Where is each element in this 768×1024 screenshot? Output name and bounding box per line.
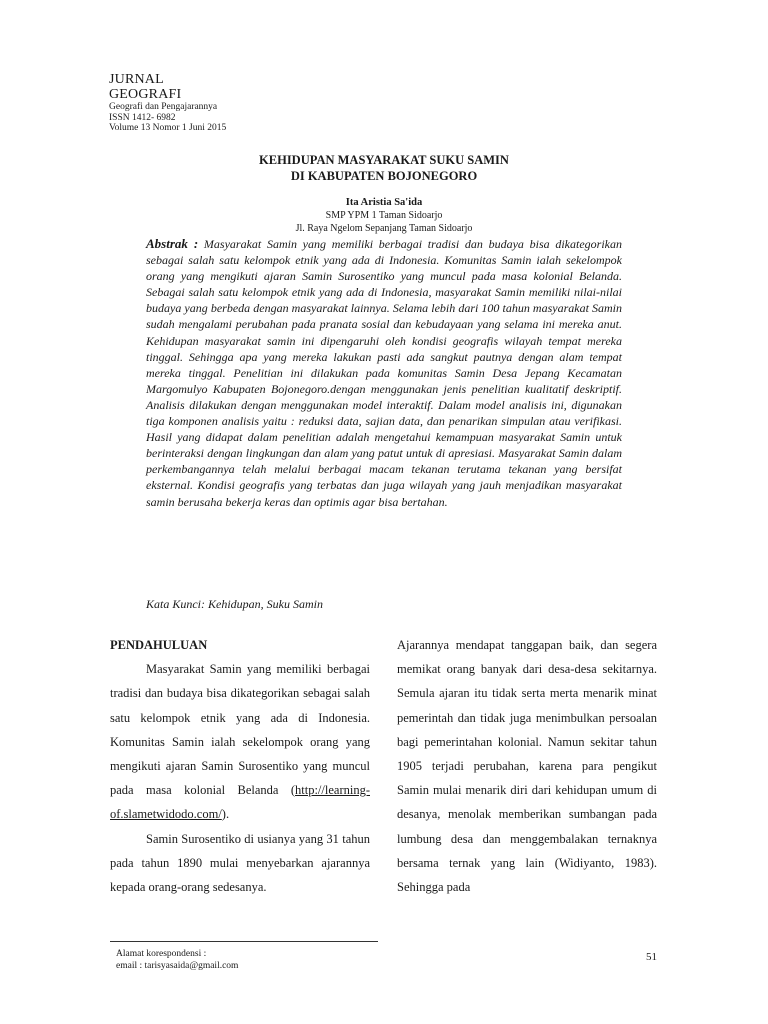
journal-header — [109, 72, 409, 134]
footnote-divider — [110, 941, 378, 942]
section-heading-pendahuluan: PENDAHULUAN — [110, 638, 208, 652]
author-block — [0, 196, 768, 235]
author-address: Jl. Raya Ngelom Sepanjang Taman Sidoarjo — [295, 223, 473, 234]
body-column-left — [110, 633, 370, 899]
article-title — [0, 152, 768, 184]
title-line-1: KEHIDUPAN MASYARAKAT SUKU SAMIN — [259, 153, 509, 167]
page-number: 51 — [646, 951, 657, 963]
footnote-email: email : tarisyasaida@gmail.com — [116, 961, 239, 971]
author-name: Ita Aristia Sa'ida — [345, 197, 423, 208]
source-link[interactable]: http://learning-of.slametwidodo.com/ — [110, 783, 370, 822]
author-affiliation: SMP YPM 1 Taman Sidoarjo — [325, 210, 443, 221]
journal-name-line2: GEOGRAFI — [109, 87, 182, 102]
body-column-right — [397, 633, 657, 899]
journal-subtitle: Geografi dan Pengajarannya — [109, 102, 218, 112]
abstract-text: Masyarakat Samin yang memiliki berbagai tradisi dan budaya bisa dikategorikan sebagai salah satu kelompok etnik yang ada di Indonesia. Komunitas Samin ialah sekelompok orang yang mengikuti ajaran Samin Surosentiko yang muncul pada masa kolonial Belanda. Sebagai salah satu kelompok etnik yang ada di Indonesia, masyarakat Samin memiliki nilai-nilai budaya yang berbeda dengan masyarakat lainnya. Selama lebih dari 100 tahun masyarakat Samin sudah mengalami perubahan pada pranata sosial dan kebudayaan yang selama ini mereka anut. Kehidupan masyarakat samin ini dipengaruhi oleh kondisi geografis wilayah tempat mereka tinggal. Sehingga apa yang mereka lakukan pasti ada sangkut pautnya dengan alam tempat mereka tinggal. Penelitian ini dilakukan pada komunitas Samin Desa Jepang Kecamatan Margomulyo Kabupaten Bojonegoro.dengan menggunakan jenis penelitian kualitatif deskriptif. Analisis dilakukan dengan menggunakan model interaktif. Dalam model analisis ini, digunakan tiga komponen analisis yaitu : reduksi data, sajian data, dan penarikan simpulan atau verifikasi. Hasil yang didapat dalam penelitian adalah mengetahui kemampuan masyarakat Samin untuk berinteraksi dengan lingkungan dan alam yang patut untuk di apresiasi. Masyarakat Samin dalam perkembangannya telah melalui berbagai macam tekanan terutama tekanan yang bersifat eksternal. Kondisi geografis yang terbatas dan juga wilayah yang jauh menjadikan masyarakat samin berusaha bekerja keras dan optimis agar bisa bertahan. — [146, 237, 622, 509]
footnote — [116, 948, 238, 972]
journal-name-line1: JURNAL — [109, 72, 164, 87]
body-paragraph-3: Ajarannya mendapat tanggapan baik, dan segera memikat orang banyak dari desa-desa sekitarnya. Semula ajaran itu tidak serta merta menarik minat pemerintah dan tidak juga menimbulkan persoalan bagi pemerintahan kolonial. Namun sekitar tahun 1905 terjadi perubahan, karena para pengikut Samin mulai menarik diri dari kehidupan umum di desanya, menolak memberikan sumbangan pada lumbung desa dan menggembalakan ternaknya bersama ternak yang lain (Widiyanto, 1983). Sehingga pada — [397, 638, 657, 895]
journal-issn: ISSN 1412- 6982 — [109, 112, 176, 123]
title-line-2: DI KABUPATEN BOJONEGORO — [290, 169, 478, 183]
abstract — [146, 236, 622, 510]
paragraph-1-text: Masyarakat Samin yang memiliki berbagai tradisi dan budaya bisa dikategorikan sebagai salah satu kelompok etnik yang ada di Indonesia. Komunitas Samin ialah sekelompok orang yang mengikuti ajaran Samin Surosentiko yang muncul pada masa kolonial Belanda ( — [110, 662, 370, 798]
body-paragraph-1 — [110, 657, 370, 826]
abstract-label: Abstrak : — [146, 236, 199, 251]
keywords: Kata Kunci: Kehidupan, Suku Samin — [146, 597, 323, 611]
paragraph-1-end: ). — [221, 807, 230, 822]
body-paragraph-2: Samin Surosentiko di usianya yang 31 tahun pada tahun 1890 mulai menyebarkan ajarannya kepada orang-orang sedesanya. — [110, 831, 370, 895]
footnote-label: Alamat korespondensi : — [116, 949, 207, 959]
journal-volume: Volume 13 Nomor 1 Juni 2015 — [109, 123, 227, 133]
